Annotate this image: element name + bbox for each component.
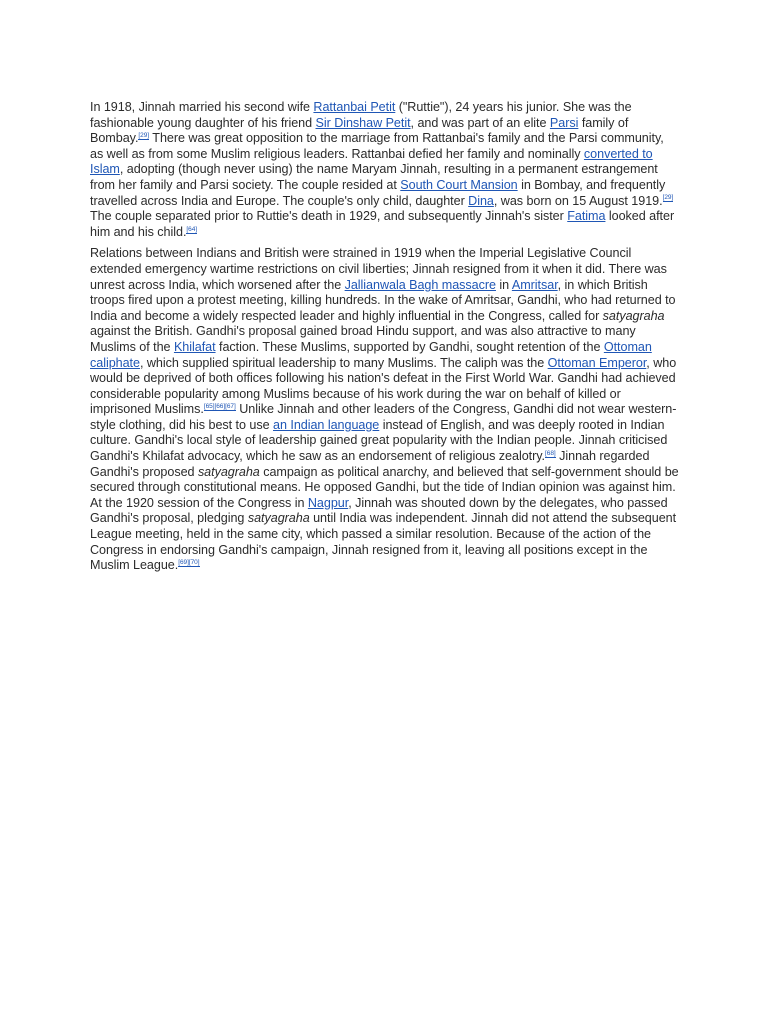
italic-term: satyagraha — [197, 464, 260, 479]
citation-ref-label: [69][70] — [178, 559, 200, 567]
wiki-link[interactable]: converted to Islam — [90, 146, 653, 177]
wiki-link[interactable]: South Court Mansion — [400, 177, 518, 192]
wiki-link[interactable]: Sir Dinshaw Petit — [315, 115, 411, 130]
text-run: faction. These Muslims, supported by Gandhi, sought retention of the — [215, 339, 604, 354]
text-run: There was great opposition to the marriage from Rattanbai's family and the Parsi community, as well as from some Muslim religious leaders. Rattanbai defied her family and nominally — [90, 131, 664, 161]
wiki-link[interactable]: Khilafat — [173, 339, 216, 354]
text-run: , who would be deprived of both offices following his nation's defeat in the First World War. Gandhi had achieved considerable popularity among Muslims because of his work during the war on behalf of killed or imprisoned Muslims. — [90, 355, 677, 417]
text-run: in Bombay, and frequently travelled across India and Europe. The couple's only child, daughter — [90, 177, 666, 208]
wiki-link[interactable]: Dina — [468, 193, 494, 208]
wiki-link[interactable]: Rattanbai Petit — [313, 100, 396, 114]
wiki-link[interactable]: Fatima — [567, 209, 606, 224]
article-body — [90, 100, 680, 580]
text-run: , and was part of an elite — [410, 115, 550, 130]
citation-ref-label: [64] — [186, 225, 198, 233]
citation-ref-label: [68] — [545, 449, 556, 457]
text-run: instead of English, and was deeply rooted in Indian culture. Gandhi's local style of leadership gained great popularity with the Indian people. Jinnah criticised Gandhi's Khilafat advocacy, which he saw as an endorsement of religious zealotry. — [90, 417, 668, 464]
wiki-link[interactable]: Amritsar — [511, 277, 558, 292]
text-run: against the British. Gandhi's proposal gained broad Hindu support, and was also attractive to many Muslims of the — [90, 324, 636, 354]
wiki-link[interactable]: an Indian language — [273, 417, 380, 432]
citation-ref[interactable] — [545, 450, 556, 458]
wiki-link[interactable]: Ottoman caliphate — [90, 339, 652, 370]
text-run: Relations between Indians and British were strained in 1919 when the Imperial Legislative Council extended emergency wartime restrictions on civil liberties; Jinnah resigned from it when it did. There was unrest across India, which worsened after the — [90, 246, 667, 292]
text-run: In 1918, Jinnah married his second wife — [90, 100, 314, 114]
text-run: ("Ruttie"), 24 years his junior. She was the fashionable young daughter of his friend — [90, 100, 632, 130]
text-run: , in which British troops fired upon a protest meeting, killing hundreds. In the wake of Amritsar, Gandhi, who had returned to India and become a widely respected leader and highly influential in the Congress, called for — [90, 277, 676, 323]
text-run: , Jinnah was shouted down by the delegates, who passed Gandhi's proposal, pledging — [90, 495, 668, 526]
italic-term: satyagraha — [247, 511, 310, 526]
wiki-link[interactable]: Nagpur — [307, 495, 349, 510]
text-run: Jinnah regarded Gandhi's proposed — [90, 449, 650, 479]
text-run: in — [495, 277, 512, 292]
citation-ref-label: [65][66][67] — [203, 403, 236, 411]
text-run: campaign as political anarchy, and believed that self-government should be secured through constitutional means. He opposed Gandhi, but the tide of Indian opinion was against him. At the 1920 session of the Congress in — [90, 464, 679, 510]
text-run: The couple separated prior to Ruttie's death in 1929, and subsequently Jinnah's sister — [90, 209, 568, 224]
citation-ref[interactable] — [178, 559, 199, 567]
citation-ref-label: [29] — [138, 132, 150, 139]
text-run: , adopting (though never using) the name Maryam Jinnah, resulting in a permanent estrangement from her family and Parsi society. The couple resided at — [90, 162, 658, 192]
text-run: until India was independent. Jinnah did not attend the subsequent League meeting, held in the same city, which passed a similar resolution. Because of the action of the Congress in endorsing Gandhi's campaign, Jinnah resigned from it, leaving all positions except in the Muslim League. — [90, 511, 677, 573]
citation-ref[interactable] — [138, 132, 149, 140]
wiki-link[interactable]: Parsi — [549, 115, 579, 130]
text-run: , was born on 15 August 1919. — [493, 193, 663, 208]
citation-ref-label: [29] — [662, 194, 674, 202]
text-run: looked after him and his child. — [90, 209, 675, 239]
citation-ref[interactable] — [186, 226, 197, 234]
citation-ref[interactable] — [204, 403, 236, 411]
citation-ref[interactable] — [663, 194, 674, 202]
text-run: family of Bombay. — [90, 115, 629, 146]
wiki-link[interactable]: Ottoman Emperor — [547, 355, 647, 370]
article-paragraph — [90, 246, 680, 573]
article-paragraph — [90, 100, 680, 240]
wiki-link[interactable]: Jallianwala Bagh massacre — [344, 277, 496, 292]
italic-term: satyagraha — [602, 308, 665, 323]
text-run: Unlike Jinnah and other leaders of the Congress, Gandhi did not wear western-style clothing, did his best to use — [90, 402, 677, 432]
text-run: , which supplied spiritual leadership to many Muslims. The caliph was the — [139, 355, 548, 370]
